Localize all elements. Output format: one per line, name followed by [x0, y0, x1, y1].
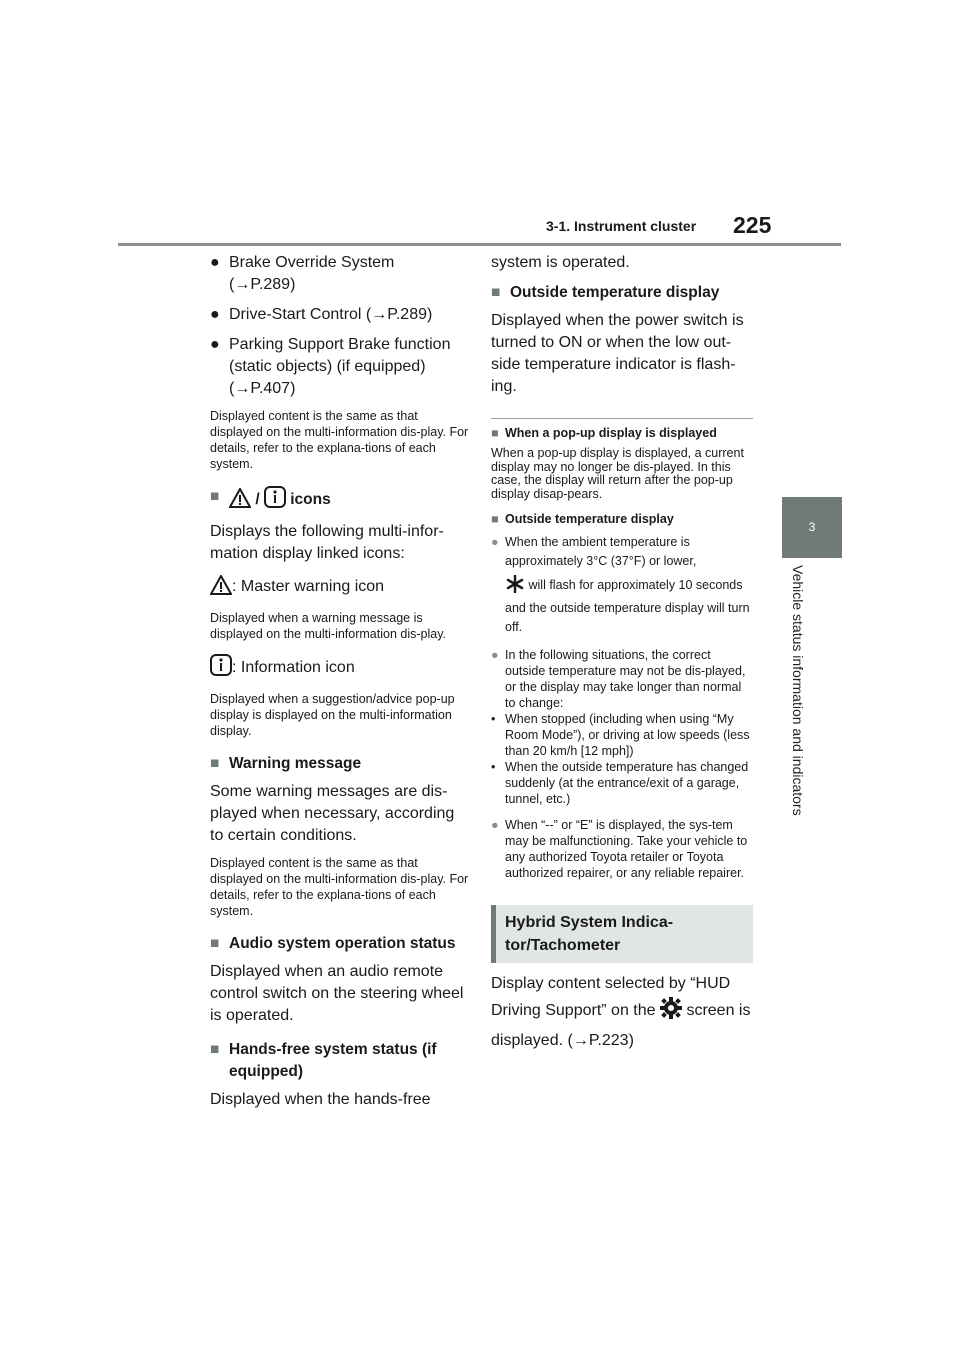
body-text: Displays the following multi-infor-mation display linked icons:: [210, 523, 444, 562]
section-title: 3-1. Instrument cluster: [546, 218, 697, 234]
section-heading-box: Hybrid System Indica-tor/Tachometer: [491, 905, 753, 963]
warning-heading: ■ Warning message: [210, 753, 472, 775]
bullet-icon: ●: [210, 336, 220, 353]
gear-icon: [660, 997, 682, 1028]
icons-heading-label: icons: [290, 491, 331, 508]
square-bullet-icon: ■: [491, 284, 501, 301]
page-number: 225: [733, 212, 772, 238]
note-text: Displayed when a suggestion/advice pop-up display is displayed on the multi-information display.: [210, 692, 455, 738]
note-text: Displayed content is the same as that displayed on the multi-information dis-play. For details, refer to the explana-tions of each system.: [210, 856, 469, 918]
page-link[interactable]: (→P.407): [229, 380, 296, 397]
chapter-tab: 3: [782, 497, 842, 558]
body-text: system is operated.: [491, 254, 630, 271]
outside-temp-subheading: ■ Outside temperature display: [491, 512, 674, 526]
square-bullet-icon: ■: [491, 512, 499, 526]
note-text: Displayed content is the same as that displayed on the multi-information dis-play. For details, refer to the explana-tions of each system.: [210, 409, 469, 471]
square-bullet-icon: ■: [210, 1041, 220, 1058]
master-warning-icon: [210, 575, 232, 602]
dash-bullet: •: [491, 760, 496, 774]
body-text: Displayed when the power switch is turned to ON or when the low out-side temperature indicator is flash-ing.: [491, 312, 744, 395]
page-link[interactable]: Drive-Start Control (→P.289): [229, 306, 433, 323]
body-text: Displayed when the hands-free: [210, 1091, 431, 1108]
list-item: ● In the following situations, the correct outside temperature may not be dis-played, or the display may take longer than normal to change: • When stopped (including when using “My Room Mode”), or driving at low speeds (less than 20 km/h [12 mph]) • When the outside temperature has changed suddenly (at the entrance/exit of a garage, tunnel, etc.): [491, 647, 753, 807]
chapter-title: Vehicle status information and indicators: [790, 565, 806, 816]
dash-bullet: •: [491, 712, 496, 726]
dash-item: • When stopped (including when using “My Room Mode”), or driving at low speeds (less than 20 km/h [12 mph]): [491, 712, 750, 758]
list-item: ● Brake Override System (→P.289): [210, 252, 472, 296]
master-warning-icon: [229, 488, 251, 515]
list-item: ● When “--” or “E” is displayed, the sys-tem may be malfunctioning. Take your vehicle to any authorized Toyota retailer or Toyota authorized repairer, or any reliable repairer.: [491, 818, 748, 880]
circle-bullet-icon: ●: [491, 535, 499, 549]
popup-heading: ■ When a pop-up display is displayed: [491, 426, 717, 440]
list-item: ● Parking Support Brake function (static objects) (if equipped) (→P.407): [210, 334, 472, 400]
note-text: Displayed when a warning message is displayed on the multi-information dis-play.: [210, 611, 446, 641]
square-bullet-icon: ■: [210, 755, 220, 772]
square-bullet-icon: ■: [210, 935, 220, 952]
page-link[interactable]: (→P.289): [229, 276, 296, 293]
information-line: : Information icon: [210, 654, 472, 683]
left-column: [210, 252, 472, 1119]
body-text: Some warning messages are dis-played when necessary, according to certain conditions.: [210, 783, 455, 844]
divider: [491, 418, 753, 419]
list-item: [210, 304, 472, 326]
body-text: Display content selected by “HUD Driving Support” on the screen is displayed. (→P.223): [491, 975, 751, 1049]
header-rule: [118, 243, 841, 246]
circle-bullet-icon: ●: [491, 648, 499, 662]
information-icon: [210, 654, 232, 683]
note-text: When a pop-up display is displayed, a current display may no longer be dis-played. In this case, the display will return after the pop-up display disap-pears.: [491, 446, 744, 501]
snowflake-icon: [505, 575, 525, 599]
square-bullet-icon: ■: [210, 488, 220, 505]
icons-heading: [210, 486, 472, 515]
bullet-icon: ●: [210, 306, 220, 323]
dash-item: • When the outside temperature has changed suddenly (at the entrance/exit of a garage, tunnel, etc.): [491, 760, 749, 806]
master-warning-line: : Master warning icon: [210, 575, 472, 602]
circle-bullet-icon: ●: [491, 818, 499, 832]
outside-temp-heading: ■ Outside temperature display: [491, 282, 753, 304]
information-icon: [264, 486, 286, 515]
handsfree-heading: ■ Hands-free system status (if equipped): [210, 1041, 437, 1080]
square-bullet-icon: ■: [491, 426, 499, 440]
right-column: [491, 252, 753, 1062]
bullet-icon: ●: [210, 254, 220, 271]
icons-separator: /: [255, 491, 260, 508]
audio-heading: ■ Audio system operation status: [210, 933, 472, 955]
body-text: Displayed when an audio remote control switch on the steering wheel is operated.: [210, 963, 464, 1024]
list-item: ● When the ambient temperature is approximately 3°C (37°F) or lower, will flash for approximately 10 seconds and the outside temperature display will turn off.: [491, 535, 750, 634]
